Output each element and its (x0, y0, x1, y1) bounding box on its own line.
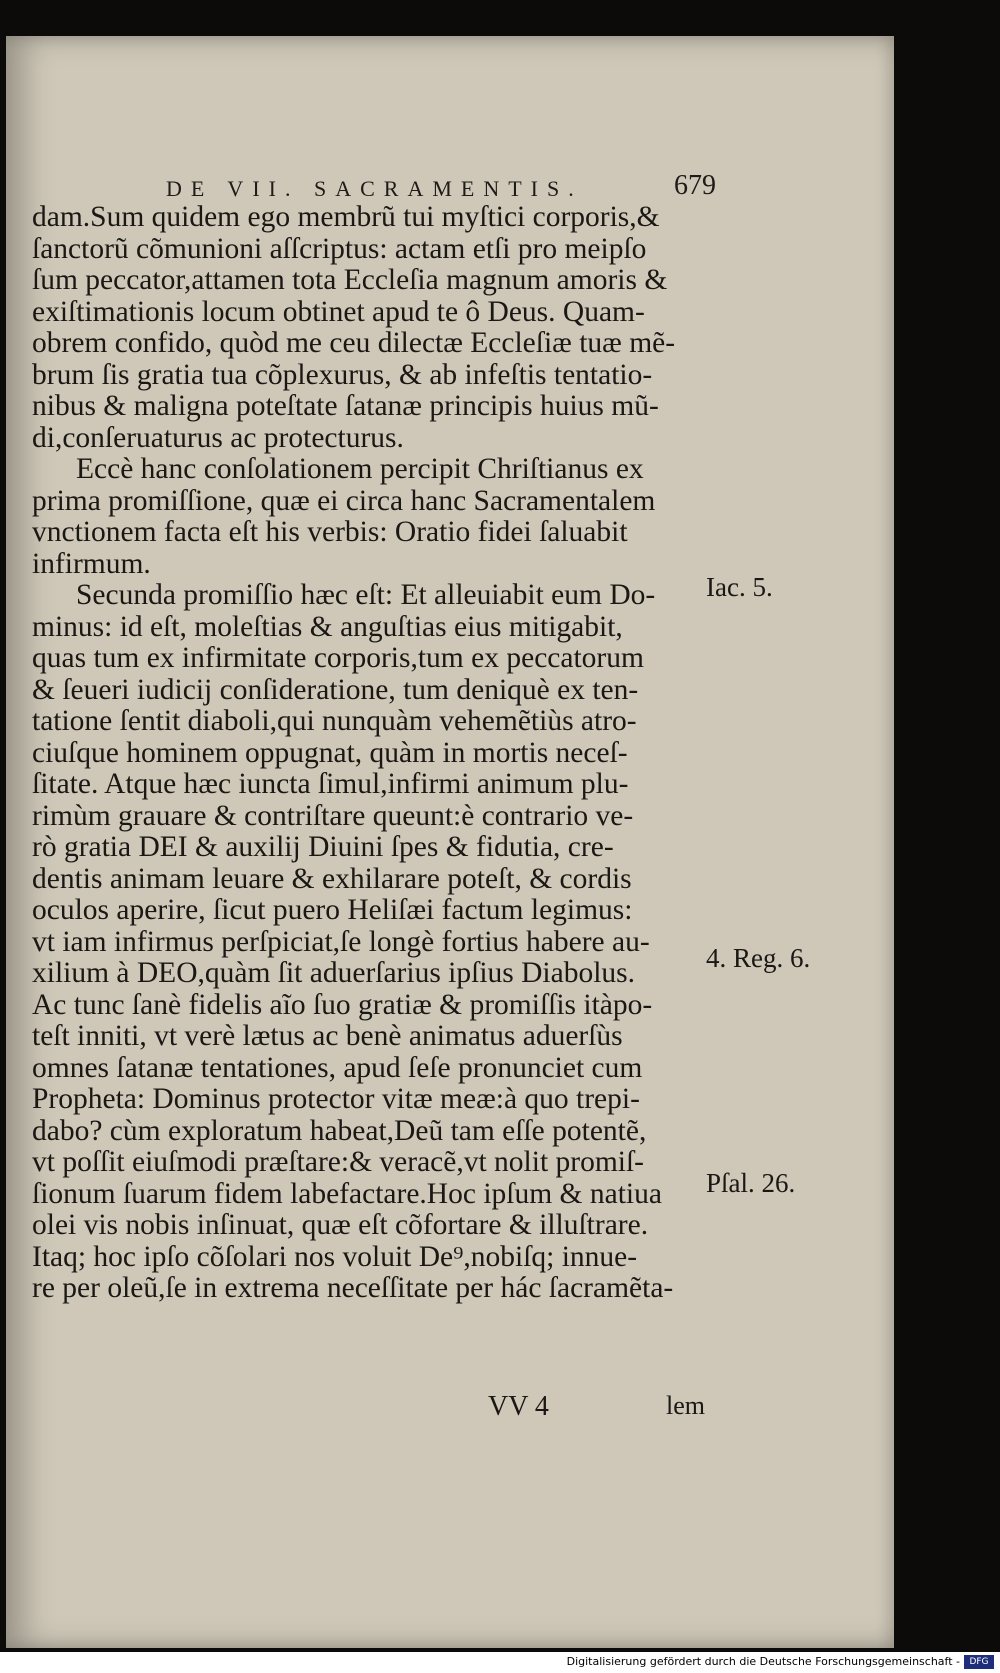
text-line: xilium à DEO,quàm ſit aduerſarius ipſius Diabolus. (32, 957, 636, 989)
text-line: Ac tunc ſanè fidelis aĩo ſuo gratiæ & promiſſis itàpo- (32, 988, 653, 1021)
text-line: dabo? cùm exploratum habeat,Deũ tam eſſe potentẽ, (32, 1114, 647, 1147)
text-line: oculos aperire, ſicut puero Heliſæi factum legimus: (32, 894, 633, 926)
text-line: prima promiſſione, quæ ei circa hanc Sacramentalem (32, 484, 656, 517)
text-line: obrem confido, quòd me ceu dilectæ Eccleſiæ tuæ mẽ- (32, 327, 676, 359)
text-line: quas tum ex infirmitate corporis,tum ex peccatorum (32, 642, 644, 674)
text-line: nibus & maligna poteſtate ſatanæ principis huius mũ- (32, 390, 659, 422)
text-line: Propheta: Dominus protector vitæ meæ:à quo trepi- (32, 1083, 640, 1115)
text-line: dentis animam leuare & exhilarare poteſt, & cordis (32, 862, 632, 895)
text-line: Itaq; hoc ipſo cõſolari nos voluit De⁹,nobiſq; innue- (32, 1240, 638, 1273)
text-line: minus: id eſt, moleſtias & anguſtias eius mitigabit, (32, 610, 623, 643)
text-line: olei vis nobis inſinuat, quæ eſt cõfortare & illuſtrare. (32, 1209, 649, 1241)
text-line: vnctionem facta eſt his verbis: Oratio fidei ſaluabit (32, 516, 628, 548)
text-line: exiſtimationis locum obtinet apud te ô Deus. Quam- (32, 295, 645, 328)
text-line: Secunda promiſſio hæc eſt: Et alleuiabit eum Do- (76, 579, 656, 611)
text-line: di,conſeruaturus ac protecturus. (32, 421, 404, 454)
text-line: infirmum. (32, 547, 151, 580)
text-line: ſionum ſuarum fidem labefactare.Hoc ipſum & natiua (32, 1177, 662, 1210)
text-line: tatione ſentit diaboli,qui nunquàm vehemẽtiùs atro- (32, 705, 637, 737)
text-line: omnes ſatanæ tentationes, apud ſeſe pronunciet cum (32, 1051, 643, 1084)
funding-text: Digitalisierung gefördert durch die Deutsche Forschungsgemeinschaft - (566, 1655, 960, 1668)
funding-banner (0, 1652, 1000, 1673)
text-line: ſanctorũ cõmunioni aſſcriptus: actam etſi pro meipſo (32, 232, 647, 265)
page-number: 679 (674, 170, 716, 201)
text-line: ſum peccator,attamen tota Eccleſia magnum amoris & (32, 264, 668, 296)
signature-mark: VV 4 (488, 1391, 549, 1422)
text-line: rimùm grauare & contriſtare queunt:è contrario ve- (32, 799, 634, 832)
dfg-logo-icon: DFG (964, 1655, 994, 1669)
text-line: ſitate. Atque hæc iuncta ſimul,infirmi animum plu- (32, 768, 629, 800)
text-line: & ſeueri iudicij conſideratione, tum deniquè ex ten- (32, 673, 639, 706)
book-page (6, 36, 894, 1648)
running-head: DE VII. SACRAMENTIS. (166, 176, 583, 201)
text-line: rò gratia DEI & auxilij Diuini ſpes & fidutia, cre- (32, 831, 614, 863)
text-line: vt iam infirmus perſpiciat,ſe longè fortius habere au- (32, 925, 650, 958)
text-line: dam.Sum quidem ego membrũ tui myſtici corporis,& (32, 201, 660, 233)
catchword: lem (666, 1391, 705, 1420)
text-line: ciuſque hominem oppugnat, quàm in mortis neceſ- (32, 736, 628, 769)
marginal-note: Iac. 5. (706, 572, 773, 602)
marginal-note: 4. Reg. 6. (706, 943, 811, 973)
marginal-note: Pſal. 26. (706, 1168, 796, 1198)
body-text (32, 202, 712, 1305)
text-line: teſt inniti, vt verè lætus ac benè animatus aduerſùs (32, 1020, 623, 1052)
text-line: vt poſſit eiuſmodi præſtare:& veracẽ,vt nolit promiſ- (32, 1146, 644, 1178)
text-line: brum ſis gratia tua cõplexurus, & ab infeſtis tentatio- (32, 358, 653, 391)
text-line: re per oleũ,ſe in extrema neceſſitate per hác ſacramẽta- (32, 1272, 674, 1304)
text-line: Eccè hanc conſolationem percipit Chriſtianus ex (76, 453, 644, 485)
